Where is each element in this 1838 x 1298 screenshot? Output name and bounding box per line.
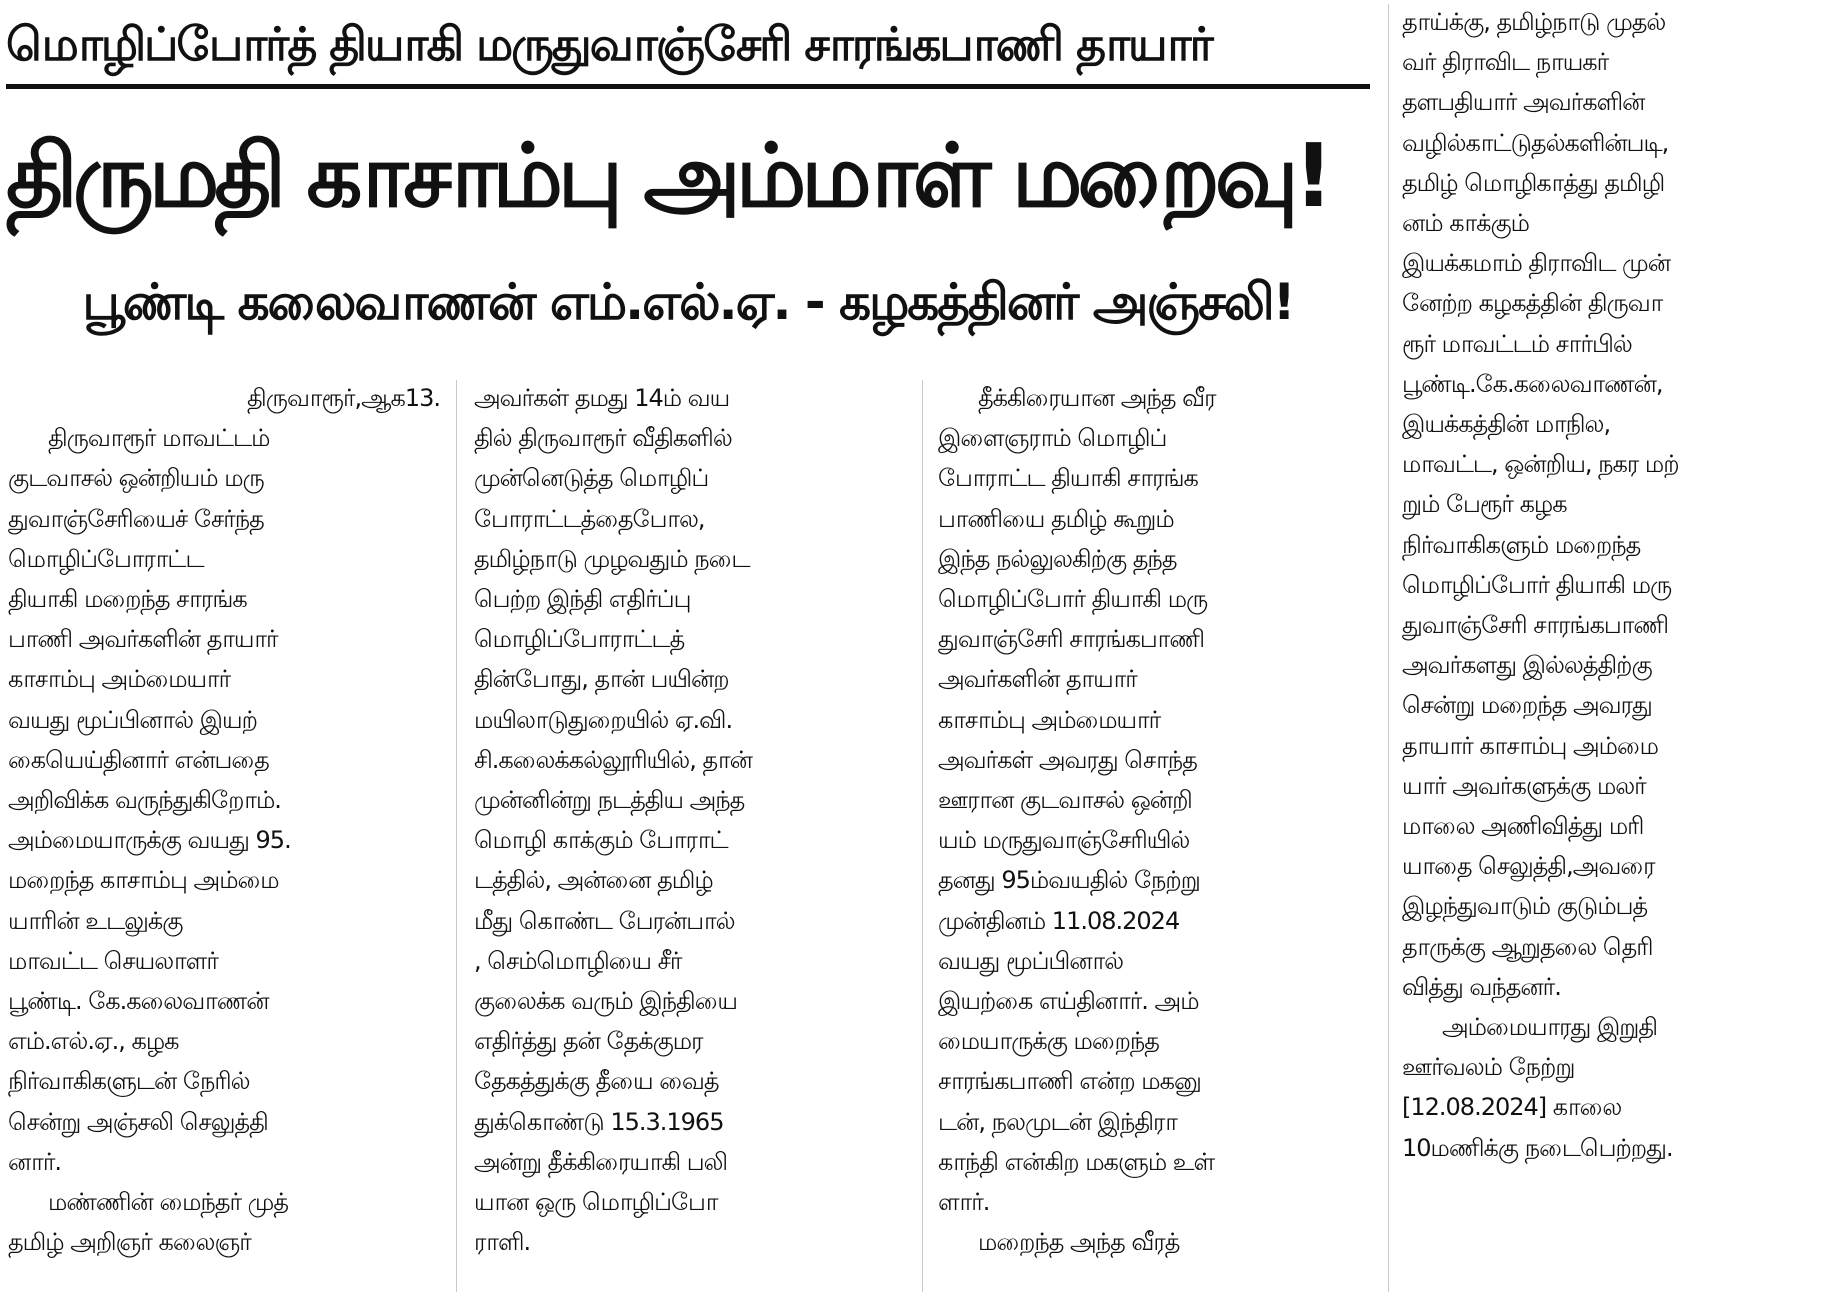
article-line: னார். [8, 1147, 61, 1176]
article-line: அறிவிக்க வருந்துகிறோம். [8, 786, 281, 815]
article-line: அம்மையாருக்கு வயது 95. [8, 826, 291, 855]
article-line: காசாம்பு அம்மையார் [938, 705, 1161, 734]
article-line: துவாஞ்சேரியைச் சேர்ந்த [8, 504, 264, 533]
headline: திருமதி காசாம்பு அம்மாள் மறைவு! [6, 125, 1329, 227]
article-line: மறைந்த காசாம்பு அம்மை [8, 866, 279, 895]
article-line: தமிழ் மொழிகாத்து தமிழி [1402, 168, 1665, 197]
article-line: இயற்கை எய்தினார். அம் [938, 987, 1199, 1016]
article-line: போராட்ட தியாகி சாரங்க [938, 464, 1198, 493]
article-line: மொழிப்போர் தியாகி மரு [938, 585, 1208, 614]
article-line: , செம்மொழியை சீர் [474, 946, 682, 975]
article-line: மொழி காக்கும் போராட் [474, 826, 728, 855]
article-line: நிர்வாகிகளும் மறைந்த [1402, 530, 1641, 559]
article-line: கையெய்தினார் என்பதை [8, 745, 269, 774]
article-line: மயிலாடுதுறையில் ஏ.வி. [474, 705, 733, 734]
article-column-3 [938, 378, 1370, 1296]
article-line: [12.08.2024] காலை [1402, 1093, 1622, 1122]
article-line: இளைஞராம் மொழிப் [938, 424, 1167, 453]
article-line: வர் திராவிட நாயகர் [1402, 48, 1609, 77]
article-line: முன்னின்று நடத்திய அந்த [474, 786, 745, 815]
article-line: தளபதியார் அவர்களின் [1402, 88, 1645, 117]
article-line: ரூர் மாவட்டம் சார்பில் [1402, 329, 1632, 358]
article-line: தாய்க்கு, தமிழ்நாடு முதல் [1402, 8, 1666, 36]
article-line: காசாம்பு அம்மையார் [8, 665, 231, 694]
article-line: மண்ணின் மைந்தர் முத் [48, 1188, 288, 1217]
article-line: மாலை அணிவித்து மரி [1402, 812, 1644, 841]
article-line: துவாஞ்சேரி சாரங்கபாணி [1402, 611, 1669, 640]
article-line: முன்னெடுத்த மொழிப் [474, 464, 709, 493]
article-line: எம்.எல்.ஏ., கழக [8, 1027, 179, 1056]
article-line: சி.கலைக்கல்லூரியில், தான் [474, 745, 752, 774]
article-line: தின்போது, தான் பயின்ற [474, 665, 729, 694]
article-line: அவர்கள் அவரது சொந்த [938, 745, 1197, 774]
article-line: தாருக்கு ஆறுதலை தெரி [1402, 932, 1653, 961]
article-line: நிர்வாகிகளுடன் நேரில் [8, 1067, 250, 1096]
article-line: தியாகி மறைந்த சாரங்க [8, 585, 247, 614]
article-line: மீது கொண்ட பேரன்பால் [474, 906, 735, 935]
article-line: யாரின் உடலுக்கு [8, 906, 183, 935]
article-line: பாணியை தமிழ் கூறும் [938, 504, 1174, 533]
article-line: போராட்டத்தைபோல, [474, 504, 705, 533]
article-line: அவர்களின் தாயார் [938, 665, 1137, 694]
article-line: துக்கொண்டு 15.3.1965 [474, 1107, 724, 1136]
article-line: தமிழ் அறிஞர் கலைஞர் [8, 1228, 251, 1257]
article-line: தில் திருவாரூர் வீதிகளில் [474, 424, 732, 453]
article-line: மொழிப்போராட்டத் [474, 625, 685, 654]
kicker-line: மொழிப்போர்த் தியாகி மருதுவாஞ்சேரி சாரங்கபாணி தாயார் [6, 17, 1212, 71]
article-line: அன்று தீக்கிரையாகி பலி [474, 1147, 728, 1176]
article-line: மறைந்த அந்த வீரத் [978, 1228, 1180, 1257]
article-line: னம் காக்கும் [1402, 209, 1529, 238]
article-line: சாரங்கபாணி என்ற மகனு [938, 1067, 1201, 1096]
article-line: இழந்துவாடும் குடும்பத் [1402, 892, 1648, 921]
article-line: சென்று அஞ்சலி செலுத்தி [8, 1107, 268, 1136]
article-line: பூண்டி.கே.கலைவாணன், [1402, 369, 1663, 398]
article-column-2 [474, 378, 906, 1296]
article-line: தேகத்துக்கு தீயை வைத் [474, 1067, 719, 1096]
article-line: வயது மூப்பினால் இயற் [8, 705, 257, 734]
article-line: யம் மருதுவாஞ்சேரியில் [938, 826, 1190, 855]
column-gutter [922, 380, 923, 1292]
kicker-rule [6, 84, 1370, 89]
article-line: முன்தினம் 11.08.2024 [938, 906, 1180, 935]
article-line: வழில்காட்டுதல்களின்படி, [1402, 128, 1669, 157]
article-line: யார் அவர்களுக்கு மலர் [1402, 771, 1646, 800]
article-line: இயக்கத்தின் மாநில, [1402, 410, 1611, 439]
article-line: பாணி அவர்களின் தாயார் [8, 625, 278, 654]
article-line: மாவட்ட, ஒன்றிய, நகர மற் [1402, 450, 1679, 479]
article-line: பூண்டி. கே.கலைவாணன் [8, 987, 269, 1016]
article-line: வயது மூப்பினால் [938, 946, 1124, 975]
article-line: டத்தில், அன்னை தமிழ் [474, 866, 713, 895]
article-line: காந்தி என்கிற மகளும் உள் [938, 1147, 1215, 1176]
article-line: எதிர்த்து தன் தேக்குமர [474, 1027, 703, 1056]
article-line: அம்மையாரது இறுதி [1442, 1013, 1658, 1042]
article-line: 10மணிக்கு நடைபெற்றது. [1402, 1133, 1673, 1162]
article-line: ராளி. [474, 1228, 531, 1257]
article-line: இந்த நல்லுலகிற்கு தந்த [938, 544, 1177, 573]
article-line: றும் பேரூர் கழக [1402, 490, 1567, 519]
article-line: தனது 95ம்வயதில் நேற்று [938, 866, 1200, 895]
article-line: திருவாரூர்,ஆக13. [247, 384, 440, 412]
article-line: ளார். [938, 1188, 990, 1217]
article-line: தமிழ்நாடு முழவதும் நடை [474, 544, 750, 573]
subheadline: பூண்டி கலைவாணன் எம்.எல்.ஏ. - கழகத்தினர் அஞ்சலி! [82, 273, 1294, 331]
article-line: மையாருக்கு மறைந்த [938, 1027, 1159, 1056]
article-line: தீக்கிரையான அந்த வீர [978, 384, 1216, 412]
article-line: மொழிப்போராட்ட [8, 544, 204, 573]
article-line: தாயார் காசாம்பு அம்மை [1402, 731, 1658, 760]
article-column-4 [1402, 2, 1834, 1296]
article-line: ஊரான குடவாசல் ஒன்றி [938, 786, 1192, 815]
article-line: வித்து வந்தனர். [1402, 972, 1561, 1001]
article-line: மாவட்ட செயலாளர் [8, 946, 218, 975]
article-column-1 [8, 378, 440, 1296]
article-line: பெற்ற இந்தி எதிர்ப்பு [474, 585, 691, 614]
article-line: யாதை செலுத்தி,அவரை [1402, 852, 1655, 881]
article-line: இயக்கமாம் திராவிட முன் [1402, 249, 1670, 278]
article-line: ஊர்வலம் நேற்று [1402, 1053, 1575, 1082]
article-line: சென்று மறைந்த அவரது [1402, 691, 1652, 720]
article-line: னேற்ற கழகத்தின் திருவா [1402, 289, 1663, 318]
article-line: யான ஒரு மொழிப்போ [474, 1188, 718, 1217]
article-line: டன், நலமுடன் இந்திரா [938, 1107, 1177, 1136]
article-line: திருவாரூர் மாவட்டம் [48, 424, 270, 453]
column-gutter [1388, 4, 1389, 1292]
article-line: குடவாசல் ஒன்றியம் மரு [8, 464, 264, 493]
article-line: மொழிப்போர் தியாகி மரு [1402, 570, 1672, 599]
article-line: துவாஞ்சேரி சாரங்கபாணி [938, 625, 1205, 654]
column-gutter [456, 380, 457, 1292]
article-line: அவர்கள் தமது 14ம் வய [474, 384, 730, 412]
article-line: குலைக்க வரும் இந்தியை [474, 987, 737, 1016]
article-line: அவர்களது இல்லத்திற்கு [1402, 651, 1652, 680]
